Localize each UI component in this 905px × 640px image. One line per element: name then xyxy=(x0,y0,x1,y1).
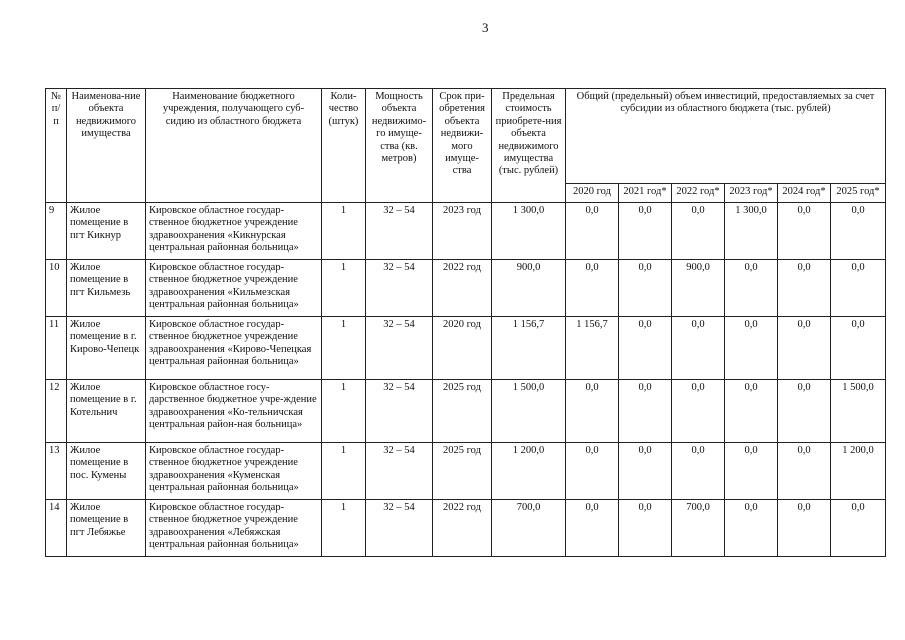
row-institution: Кировское областное государ-ственное бюджетное учреждение здравоохранения «Кильмезская центральная районная больница» xyxy=(146,260,322,317)
header-year: 2022 год* xyxy=(672,184,725,203)
row-2021: 0,0 xyxy=(619,260,672,317)
table-row xyxy=(46,260,886,317)
row-2021: 0,0 xyxy=(619,443,672,500)
row-2024: 0,0 xyxy=(778,443,831,500)
row-cost: 900,0 xyxy=(492,260,566,317)
row-quantity: 1 xyxy=(322,260,366,317)
investment-table xyxy=(45,88,886,557)
row-object: Жилое помещение в г. Котельнич xyxy=(67,380,146,443)
page-number: 3 xyxy=(482,20,489,35)
row-capacity: 32 – 54 xyxy=(366,260,433,317)
row-num: 10 xyxy=(46,260,67,317)
row-quantity: 1 xyxy=(322,380,366,443)
row-2024: 0,0 xyxy=(778,500,831,557)
row-cost: 1 156,7 xyxy=(492,317,566,380)
row-term: 2022 год xyxy=(433,260,492,317)
row-2021: 0,0 xyxy=(619,203,672,260)
row-num: 9 xyxy=(46,203,67,260)
row-term: 2020 год xyxy=(433,317,492,380)
row-2022: 700,0 xyxy=(672,500,725,557)
header-institution: Наименование бюджетного учреждения, получающего суб-сидию из областного бюджета xyxy=(146,89,322,203)
row-object: Жилое помещение в пгт Лебяжье xyxy=(67,500,146,557)
row-2024: 0,0 xyxy=(778,260,831,317)
row-2023: 0,0 xyxy=(725,260,778,317)
row-institution: Кировское областное государ-ственное бюджетное учреждение здравоохранения «Лебяжская центральная районная больница» xyxy=(146,500,322,557)
row-quantity: 1 xyxy=(322,203,366,260)
row-capacity: 32 – 54 xyxy=(366,443,433,500)
row-2021: 0,0 xyxy=(619,500,672,557)
row-2020: 0,0 xyxy=(566,380,619,443)
row-object: Жилое помещение в г. Кирово-Чепецк xyxy=(67,317,146,380)
row-term: 2023 год xyxy=(433,203,492,260)
row-2022: 900,0 xyxy=(672,260,725,317)
row-2020: 0,0 xyxy=(566,443,619,500)
row-quantity: 1 xyxy=(322,317,366,380)
header-year: 2024 год* xyxy=(778,184,831,203)
table-row xyxy=(46,443,886,500)
row-2025: 0,0 xyxy=(831,260,886,317)
header-quantity: Коли-чество (штук) xyxy=(322,89,366,203)
row-2021: 0,0 xyxy=(619,317,672,380)
row-2024: 0,0 xyxy=(778,203,831,260)
row-term: 2025 год xyxy=(433,380,492,443)
table-row xyxy=(46,380,886,443)
row-2023: 1 300,0 xyxy=(725,203,778,260)
row-2021: 0,0 xyxy=(619,380,672,443)
row-2024: 0,0 xyxy=(778,317,831,380)
row-cost: 1 500,0 xyxy=(492,380,566,443)
row-capacity: 32 – 54 xyxy=(366,500,433,557)
row-institution: Кировское областное госу-дарственное бюджетное учре-ждение здравоохранения «Ко-тельничская центральная район-ная больница» xyxy=(146,380,322,443)
table-row xyxy=(46,500,886,557)
row-2025: 0,0 xyxy=(831,317,886,380)
row-2020: 1 156,7 xyxy=(566,317,619,380)
header-year: 2023 год* xyxy=(725,184,778,203)
row-2022: 0,0 xyxy=(672,443,725,500)
row-2022: 0,0 xyxy=(672,203,725,260)
header-num: № п/п xyxy=(46,89,67,203)
header-year: 2020 год xyxy=(566,184,619,203)
row-cost: 1 300,0 xyxy=(492,203,566,260)
header-row xyxy=(46,89,886,184)
row-num: 13 xyxy=(46,443,67,500)
row-2020: 0,0 xyxy=(566,260,619,317)
header-term: Срок при-обретения объекта недвижи-мого имуще-ства xyxy=(433,89,492,203)
row-2023: 0,0 xyxy=(725,380,778,443)
row-2025: 1 500,0 xyxy=(831,380,886,443)
header-year: 2025 год* xyxy=(831,184,886,203)
row-2020: 0,0 xyxy=(566,500,619,557)
header-object-name: Наименова-ние объекта недвижимого имущества xyxy=(67,89,146,203)
header-year: 2021 год* xyxy=(619,184,672,203)
row-capacity: 32 – 54 xyxy=(366,317,433,380)
row-object: Жилое помещение в пгт Кильмезь xyxy=(67,260,146,317)
row-term: 2022 год xyxy=(433,500,492,557)
row-object: Жилое помещение в пос. Кумены xyxy=(67,443,146,500)
row-2022: 0,0 xyxy=(672,317,725,380)
row-2025: 0,0 xyxy=(831,203,886,260)
row-2024: 0,0 xyxy=(778,380,831,443)
row-num: 14 xyxy=(46,500,67,557)
row-2020: 0,0 xyxy=(566,203,619,260)
row-2025: 1 200,0 xyxy=(831,443,886,500)
row-cost: 700,0 xyxy=(492,500,566,557)
table-row xyxy=(46,203,886,260)
row-quantity: 1 xyxy=(322,443,366,500)
row-quantity: 1 xyxy=(322,500,366,557)
row-num: 11 xyxy=(46,317,67,380)
row-institution: Кировское областное государ-ственное бюджетное учреждение здравоохранения «Кикнурская центральная районная больница» xyxy=(146,203,322,260)
header-max-cost: Предельная стоимость приобрете-ния объекта недвижимого имущества (тыс. рублей) xyxy=(492,89,566,203)
header-investments: Общий (предельный) объем инвестиций, предоставляемых за счет субсидии из областного бюджета (тыс. рублей) xyxy=(566,89,886,184)
row-2025: 0,0 xyxy=(831,500,886,557)
row-cost: 1 200,0 xyxy=(492,443,566,500)
row-2022: 0,0 xyxy=(672,380,725,443)
table-row xyxy=(46,317,886,380)
header-capacity: Мощность объекта недвижимо-го имуще-ства (кв. метров) xyxy=(366,89,433,203)
row-2023: 0,0 xyxy=(725,500,778,557)
row-num: 12 xyxy=(46,380,67,443)
row-2023: 0,0 xyxy=(725,317,778,380)
row-term: 2025 год xyxy=(433,443,492,500)
row-institution: Кировское областное государ-ственное бюджетное учреждение здравоохранения «Куменская центральная районная больница» xyxy=(146,443,322,500)
row-capacity: 32 – 54 xyxy=(366,203,433,260)
row-capacity: 32 – 54 xyxy=(366,380,433,443)
row-object: Жилое помещение в пгт Кикнур xyxy=(67,203,146,260)
row-2023: 0,0 xyxy=(725,443,778,500)
row-institution: Кировское областное государ-ственное бюджетное учреждение здравоохранения «Кирово-Чепецкая центральная районная больница» xyxy=(146,317,322,380)
